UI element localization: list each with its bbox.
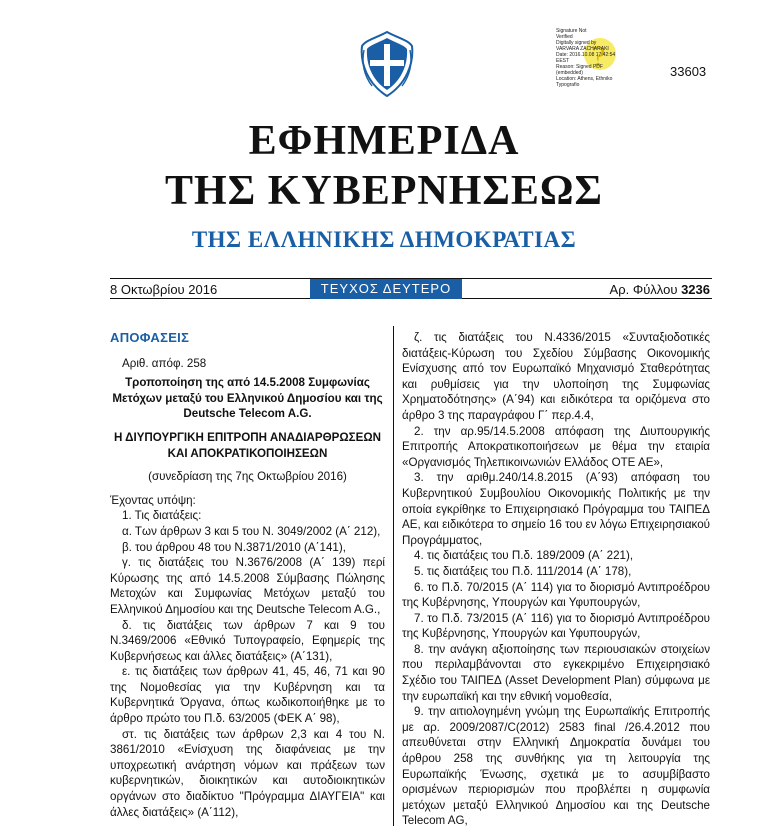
paragraph: γ. τις διατάξεις του Ν.3676/2008 (Α΄ 139) περί Κύρωσης της από 14.5.2008 Σύμβασης Πώλησης Μετοχών και Συμφωνίας Μετόχων μεταξύ του Ελληνικού Δημοσίου και της Deutsche Telecom A.G., — [110, 556, 385, 616]
sheet-number — [560, 282, 710, 297]
signature-line: Signature Not — [556, 28, 587, 34]
paragraph: 2. την αρ.95/14.5.2008 απόφαση της Διυπουργικής Επιτροπής Αποκρατικοποιήσεων με θέμα την εταιρία «Οργανισμός Τηλεπικοινωνιών Ελλάδος ΟΤΕ ΑΕ», — [402, 424, 710, 469]
paragraph: στ. τις διατάξεις των άρθρων 2,3 και 4 του Ν. 3861/2010 «Ενίσχυση της διαφάνειας με την υποχρεωτική ανάρτηση νόμων και πράξεων των κυβερνητικών, διοικητικών και αυτοδιοικητικών οργάνων στο διαδίκτυο "Πρόγραμμα ΔΙΑΥΓΕΙΑ" και άλλες διατάξεις» (Α΄112), — [110, 727, 385, 819]
decision-title: Τροποποίηση της από 14.5.2008 Συμφωνίας Μετόχων μεταξύ του Ελληνικού Δημοσίου και της Deutsche Telecom A.G. — [112, 376, 383, 421]
paragraph: 1. Τις διατάξεις: — [122, 509, 202, 523]
page-number: 33603 — [670, 64, 707, 79]
signature-line: Typografio — [556, 82, 580, 88]
decision-number: Αριθ. απόφ. 258 — [122, 356, 207, 370]
signature-text — [556, 28, 615, 88]
signature-line: Date: 2016.10.08 17:42:54 — [556, 52, 616, 58]
right-column — [402, 330, 710, 829]
paragraph: α. Των άρθρων 3 και 5 του Ν. 3049/2002 (Α΄ 212), — [122, 524, 381, 538]
paragraph: δ. τις διατάξεις των άρθρων 7 και 9 του Ν.3469/2006 «Εθνικό Τυπογραφείο, Εφημερίς της Κυβερνήσεως και άλλες διατάξεις» (Α΄131), — [110, 618, 385, 663]
paragraph: 4. τις διατάξεις του Π.δ. 189/2009 (Α΄ 221), — [414, 549, 634, 563]
signature-line: Reason: Signed PDF — [556, 64, 603, 70]
left-column — [110, 330, 385, 820]
paragraph: ε. τις διατάξεις των άρθρων 41, 45, 46, 71 και 90 της Νομοθεσίας για την Κυβέρνηση και τα Κυβερνητικά Όργανα, όπως κωδικοποιήθηκε με το άρθρο πρώτο του Π.δ. 63/2005 (ΦΕΚ Α΄ 98), — [110, 665, 385, 726]
series-badge: ΤΕΥΧΟΣ ΔΕΥΤΕΡΟ — [310, 279, 462, 299]
paragraph: 9. την αιτιολογημένη γνώμη της Ευρωπαϊκής Επιτροπής με αρ. 2009/2087/C(2012) 2583 final /26.4.2012 που απευθύνεται στην Ελληνική Δημοκρατία δυνάμει του άρθρου 258 της συνθήκης για τη λειτουργία της Ευρωπαϊκής Ένωσης, σχετικά με το ασυμβίβαστο ορισμένων περιορισμών που προβλέπει η συμφωνία μετόχων μεταξύ Ελληνικού Δημοσίου και της Deutsche Telecom AG, — [402, 705, 710, 828]
paragraph: β. του άρθρου 48 του Ν.3871/2010 (Α΄141), — [122, 540, 346, 554]
paragraph: 6. το Π.δ. 70/2015 (Α΄ 114) για το διορισμό Αντιπροέδρου της Κυβέρνησης, Υπουργών και Υφυπουργών, — [402, 580, 710, 610]
sheet-number-value: 3236 — [681, 282, 710, 297]
paragraph: 7. το Π.δ. 73/2015 (Α΄ 116) για το διορισμό Αντιπροέδρου της Κυβέρνησης, Υπουργών και Υφυπουργών, — [402, 611, 710, 641]
signature-line: EEST — [556, 58, 570, 64]
signature-line: Digitally signed by — [556, 40, 597, 46]
signature-line: VARVARA ZACHARAKI — [556, 46, 609, 52]
column-divider — [393, 326, 394, 826]
committee-name: Η ΔΙΥΠΟΥΡΓΙΚΗ ΕΠΙΤΡΟΠΗ ΑΝΑΔΙΑΡΘΡΩΣΕΩΝ ΚΑΙ ΑΠΟΚΡΑΤΙΚΟΠΟΙΗΣΕΩΝ — [113, 430, 382, 460]
signature-line: (embedded) — [556, 70, 583, 76]
paragraph: 5. τις διατάξεις του Π.δ. 111/2014 (Α΄ 178), — [414, 564, 632, 578]
paragraph: Έχοντας υπόψη: — [110, 493, 196, 507]
paragraph: 8. την ανάγκη αξιοποίησης των περιουσιακών στοιχείων που περιλαμβάνονται στο εγκεκριμένο Επιχειρησιακό Σχέδιο του ΤΑΙΠΕΔ (Asset Development Plan) σύμφωνα με την ευρωπαϊκή και την εθνική νομοθεσία, — [402, 642, 710, 703]
paragraph: ζ. τις διατάξεις του Ν.4336/2015 «Συνταξιοδοτικές διατάξεις-Κύρωση του Σχεδίου Σύμβασης Οικονομικής Ενίσχυσης από τον Ευρωπαϊκό Μηχανισμό Σταθερότητας και ρυθμίσεις για την υλοποίηση της Συμφωνίας Χρηματοδότησης» (Α΄94) και ειδικότερα τα οριζόμενα στο άρθρο 3 της παραγράφου Γ΄ περ.4.4, — [402, 331, 710, 422]
signature-line: Verified — [556, 34, 573, 40]
gazette-subtitle: ΤΗΣ ΕΛΛΗΝΙΚΗΣ ΔΗΜΟΚΡΑΤΙΑΣ — [191, 227, 577, 252]
gazette-title: ΕΦΗΜΕΡΙΔΑ — [248, 118, 520, 164]
gazette-title-line2: ΤΗΣ ΚΥΒΕΡΝΗΣΕΩΣ — [165, 168, 603, 214]
sheet-label: Αρ. Φύλλου — [609, 282, 678, 297]
paragraph: 3. την αριθμ.240/14.8.2015 (Α΄93) απόφαση του Κυβερνητικού Συμβουλίου Οικονομικής Πολιτικής με την οποία εγκρίθηκε το Επιχειρησιακό Πρόγραμμα του ΤΑΙΠΕΔ ΑΕ, και ειδικότερα το σημείο 16 του εν λόγω Επιχειρησιακού Προγράμματος, — [402, 471, 710, 547]
session-date: (συνεδρίαση της 7ης Οκτωβρίου 2016) — [148, 470, 347, 484]
issue-date: 8 Οκτωβρίου 2016 — [110, 282, 218, 297]
signature-line: Location: Athens, Ethniko — [556, 76, 613, 82]
digital-signature-block — [556, 28, 676, 92]
greek-coat-of-arms-emblem — [358, 30, 416, 98]
section-heading: ΑΠΟΦΑΣΕΙΣ — [110, 330, 190, 345]
svg-text:?: ? — [592, 40, 606, 73]
